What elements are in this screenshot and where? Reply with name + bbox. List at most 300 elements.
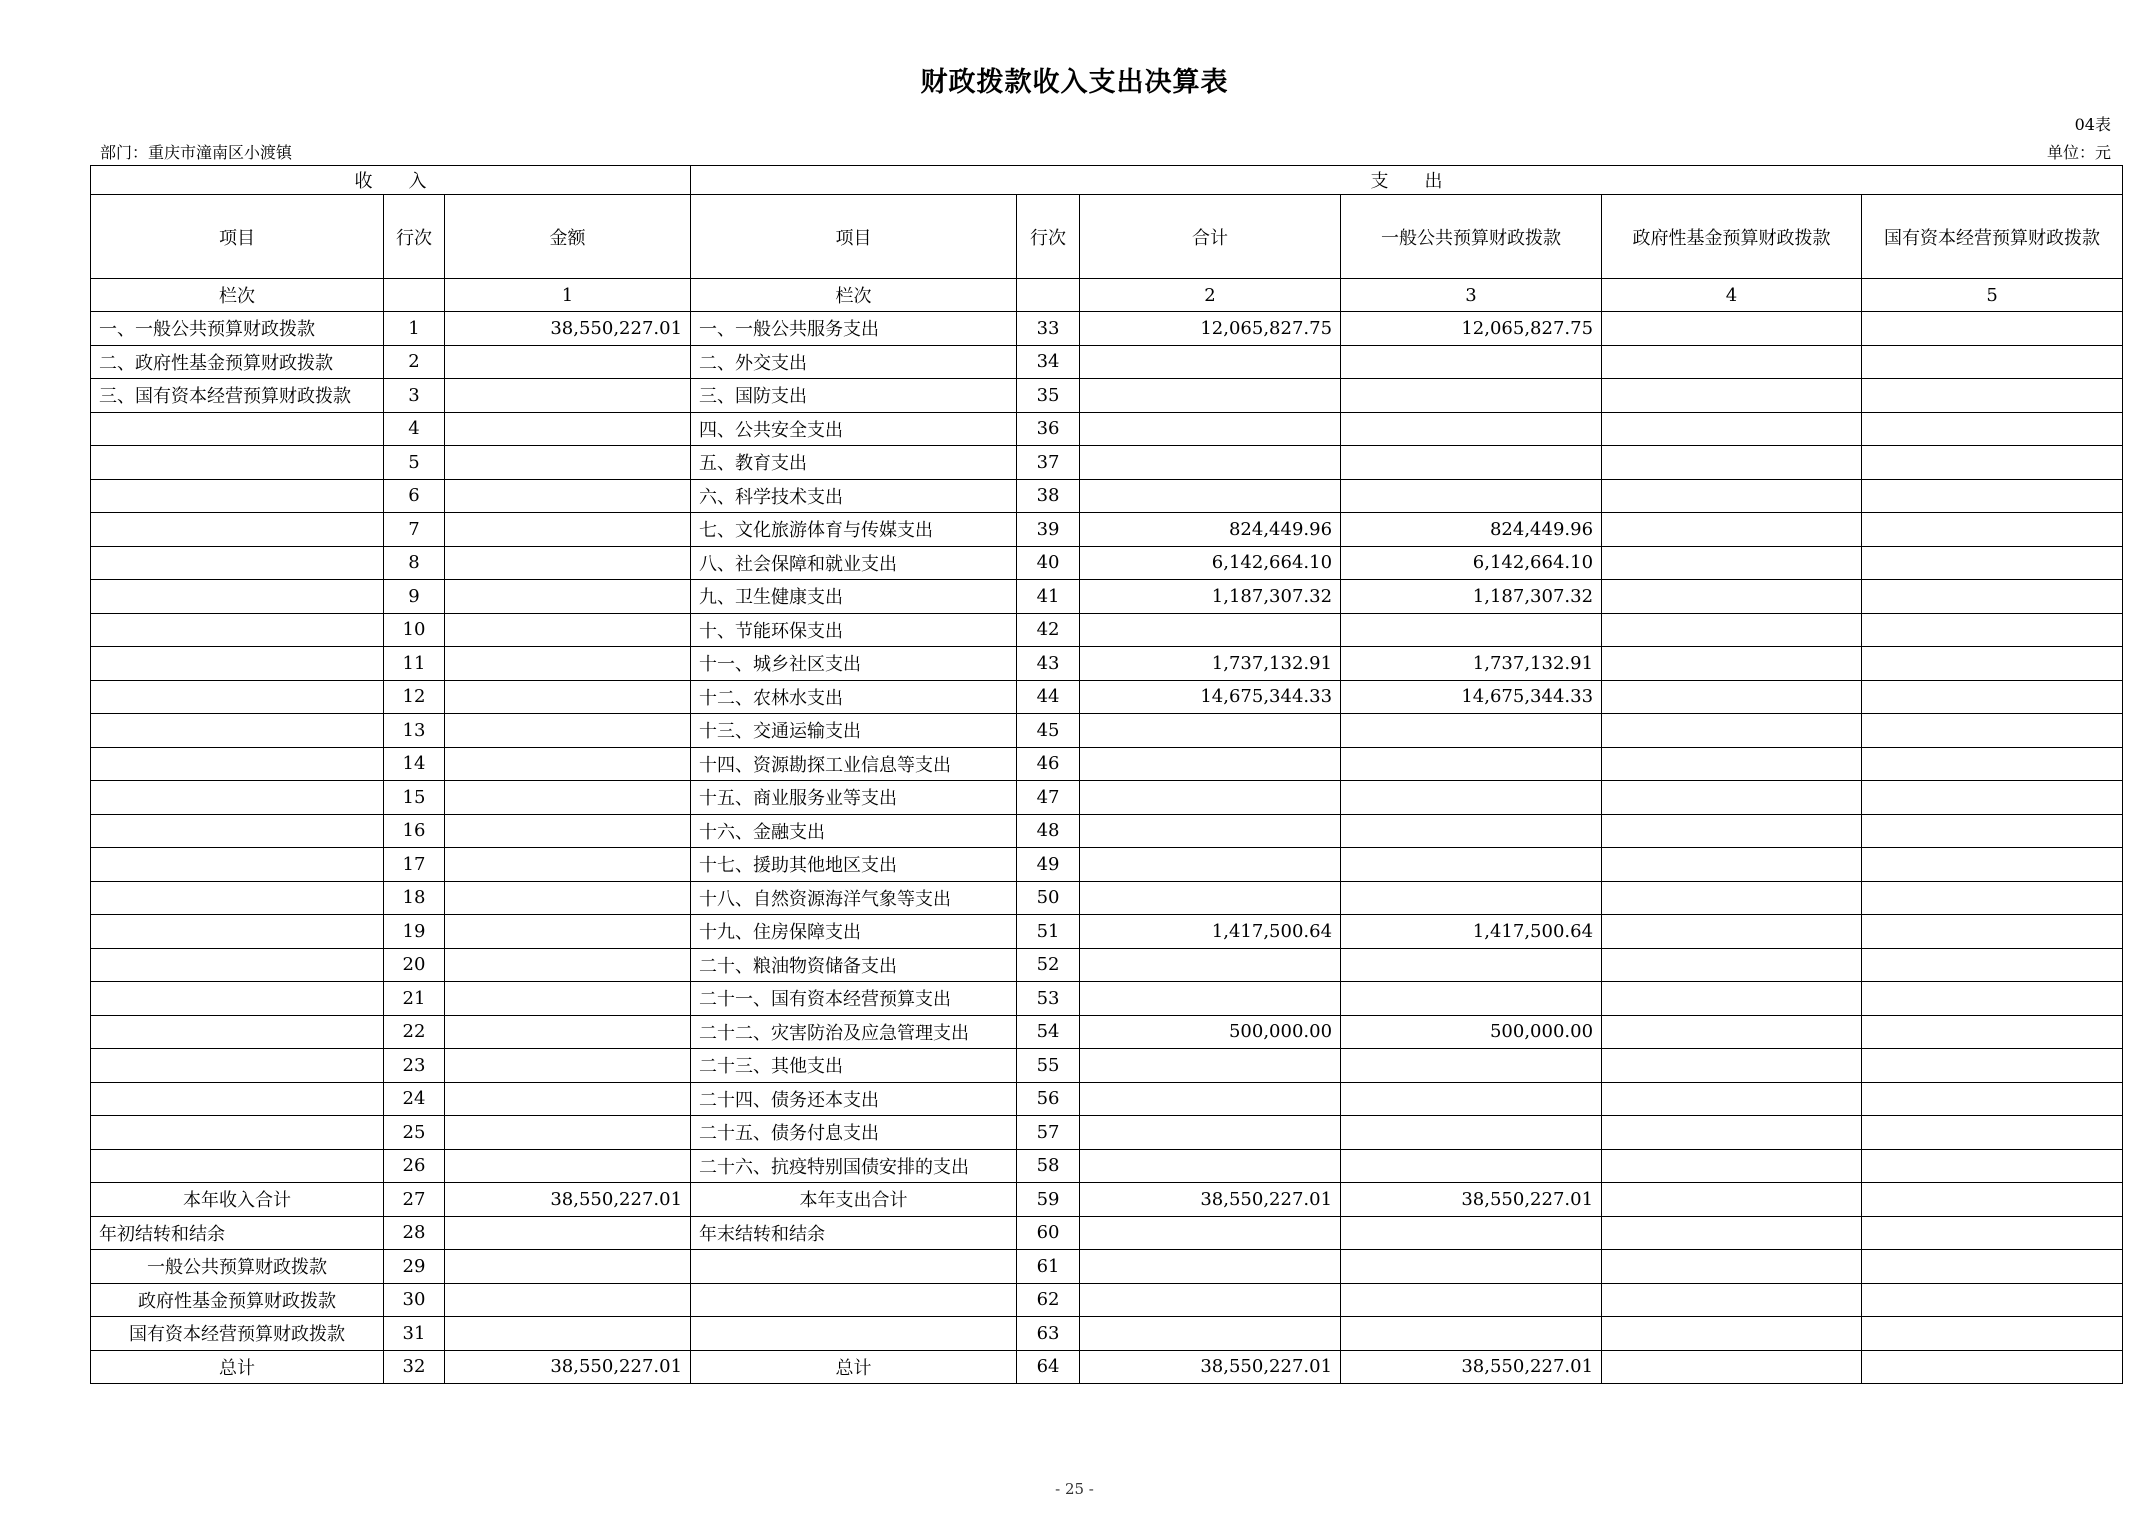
amount-cell	[1080, 1049, 1341, 1083]
table-row	[91, 613, 2123, 647]
amount-cell	[1862, 1283, 2123, 1317]
amount-cell	[1602, 1317, 1862, 1351]
amount-cell	[1602, 1283, 1862, 1317]
expense-item-cell: 二、外交支出	[691, 345, 1017, 379]
amount-cell: 38,550,227.01	[1341, 1350, 1602, 1384]
amount-cell	[1862, 312, 2123, 346]
column-number-row	[91, 279, 2123, 312]
amount-cell	[1341, 1049, 1602, 1083]
row-number-cell: 11	[384, 647, 445, 681]
income-item-cell	[91, 714, 384, 748]
amount-cell	[1080, 613, 1341, 647]
amount-cell	[1080, 345, 1341, 379]
income-item-cell: 一般公共预算财政拨款	[91, 1250, 384, 1284]
table-row	[91, 412, 2123, 446]
table-row	[91, 747, 2123, 781]
amount-cell: 500,000.00	[1080, 1015, 1341, 1049]
table-row	[91, 814, 2123, 848]
expense-item-cell: 二十五、债务付息支出	[691, 1116, 1017, 1150]
amount-cell	[445, 379, 691, 413]
amount-cell	[1602, 948, 1862, 982]
table-row	[91, 915, 2123, 949]
expense-item-cell: 十九、住房保障支出	[691, 915, 1017, 949]
row-number-cell: 60	[1017, 1216, 1080, 1250]
row-number-cell: 3	[384, 379, 445, 413]
amount-cell	[445, 680, 691, 714]
department-label: 部门：重庆市潼南区小渡镇	[100, 143, 293, 162]
column-number-cell: 栏次	[91, 279, 384, 312]
income-item-cell	[91, 479, 384, 513]
amount-cell	[1862, 1250, 2123, 1284]
expense-item-cell: 七、文化旅游体育与传媒支出	[691, 513, 1017, 547]
amount-cell	[1080, 714, 1341, 748]
expense-item-cell: 八、社会保障和就业支出	[691, 546, 1017, 580]
amount-cell	[1862, 546, 2123, 580]
table-row	[91, 1082, 2123, 1116]
row-number-cell: 52	[1017, 948, 1080, 982]
expense-item-cell: 总计	[691, 1350, 1017, 1384]
table-row	[91, 714, 2123, 748]
amount-cell	[1602, 714, 1862, 748]
amount-cell	[1602, 345, 1862, 379]
amount-cell	[445, 781, 691, 815]
amount-cell	[1602, 1015, 1862, 1049]
amount-cell	[445, 1015, 691, 1049]
amount-cell	[1602, 1183, 1862, 1217]
amount-cell	[1341, 948, 1602, 982]
amount-cell	[1602, 1149, 1862, 1183]
amount-cell	[1341, 412, 1602, 446]
row-number-cell: 4	[384, 412, 445, 446]
amount-cell	[1862, 1049, 2123, 1083]
amount-cell	[1341, 814, 1602, 848]
expense-item-cell: 十三、交通运输支出	[691, 714, 1017, 748]
table-row	[91, 580, 2123, 614]
amount-cell	[445, 1283, 691, 1317]
amount-cell	[1080, 1082, 1341, 1116]
expense-item-cell: 五、教育支出	[691, 446, 1017, 480]
col-header-row-no: 行次	[384, 195, 445, 279]
expense-item-cell: 二十三、其他支出	[691, 1049, 1017, 1083]
amount-cell	[445, 1216, 691, 1250]
amount-cell	[1862, 1082, 2123, 1116]
amount-cell: 1,737,132.91	[1080, 647, 1341, 681]
amount-cell	[445, 580, 691, 614]
expense-item-cell: 十六、金融支出	[691, 814, 1017, 848]
row-number-cell: 31	[384, 1317, 445, 1351]
amount-cell	[445, 345, 691, 379]
amount-cell	[1602, 379, 1862, 413]
amount-cell	[1602, 881, 1862, 915]
row-number-cell: 1	[384, 312, 445, 346]
amount-cell	[1080, 412, 1341, 446]
row-number-cell: 55	[1017, 1049, 1080, 1083]
amount-cell: 6,142,664.10	[1080, 546, 1341, 580]
income-section-header: 收 入	[91, 166, 691, 195]
column-number-cell: 1	[445, 279, 691, 312]
income-item-cell	[91, 412, 384, 446]
column-number-cell: 4	[1602, 279, 1862, 312]
row-number-cell: 45	[1017, 714, 1080, 748]
row-number-cell: 35	[1017, 379, 1080, 413]
amount-cell	[1862, 412, 2123, 446]
row-number-cell: 29	[384, 1250, 445, 1284]
table-row	[91, 1250, 2123, 1284]
amount-cell	[445, 647, 691, 681]
row-number-cell: 48	[1017, 814, 1080, 848]
amount-cell	[1602, 680, 1862, 714]
amount-cell	[1341, 1283, 1602, 1317]
table-row	[91, 881, 2123, 915]
table-row	[91, 546, 2123, 580]
income-item-cell	[91, 680, 384, 714]
amount-cell: 14,675,344.33	[1080, 680, 1341, 714]
amount-cell	[1341, 379, 1602, 413]
amount-cell: 500,000.00	[1341, 1015, 1602, 1049]
amount-cell	[445, 1149, 691, 1183]
amount-cell	[1080, 479, 1341, 513]
page-title: 财政拨款收入支出决算表	[920, 67, 1229, 98]
row-number-cell: 63	[1017, 1317, 1080, 1351]
amount-cell	[1602, 982, 1862, 1016]
amount-cell	[1080, 747, 1341, 781]
amount-cell: 6,142,664.10	[1341, 546, 1602, 580]
amount-cell	[1080, 848, 1341, 882]
row-number-cell: 30	[384, 1283, 445, 1317]
amount-cell	[1602, 580, 1862, 614]
column-header-row	[91, 195, 2123, 279]
amount-cell: 14,675,344.33	[1341, 680, 1602, 714]
expense-item-cell	[691, 1250, 1017, 1284]
table-row	[91, 1049, 2123, 1083]
row-number-cell: 18	[384, 881, 445, 915]
expense-item-cell: 本年支出合计	[691, 1183, 1017, 1217]
income-item-cell	[91, 1149, 384, 1183]
row-number-cell: 16	[384, 814, 445, 848]
amount-cell	[1341, 881, 1602, 915]
expense-item-cell: 九、卫生健康支出	[691, 580, 1017, 614]
income-item-cell	[91, 747, 384, 781]
col-header-item2: 项目	[691, 195, 1017, 279]
amount-cell: 12,065,827.75	[1080, 312, 1341, 346]
row-number-cell: 32	[384, 1350, 445, 1384]
expense-item-cell	[691, 1283, 1017, 1317]
table-row	[91, 1216, 2123, 1250]
amount-cell	[1341, 1149, 1602, 1183]
amount-cell	[1862, 479, 2123, 513]
amount-cell	[1862, 747, 2123, 781]
amount-cell: 38,550,227.01	[1341, 1183, 1602, 1217]
amount-cell: 38,550,227.01	[445, 1350, 691, 1384]
row-number-cell: 44	[1017, 680, 1080, 714]
amount-cell	[1862, 1350, 2123, 1384]
row-number-cell: 23	[384, 1049, 445, 1083]
row-number-cell: 58	[1017, 1149, 1080, 1183]
amount-cell	[1602, 747, 1862, 781]
amount-cell	[1862, 1317, 2123, 1351]
income-item-cell: 二、政府性基金预算财政拨款	[91, 345, 384, 379]
amount-cell	[1602, 1216, 1862, 1250]
amount-cell	[1862, 446, 2123, 480]
row-number-cell: 10	[384, 613, 445, 647]
amount-cell	[1862, 848, 2123, 882]
col-header-amount: 金额	[445, 195, 691, 279]
table-row	[91, 1183, 2123, 1217]
col-header-gov-fund: 政府性基金预算财政拨款	[1602, 195, 1862, 279]
row-number-cell: 19	[384, 915, 445, 949]
amount-cell	[1341, 479, 1602, 513]
amount-cell	[1862, 982, 2123, 1016]
table-row	[91, 781, 2123, 815]
expense-item-cell: 二十二、灾害防治及应急管理支出	[691, 1015, 1017, 1049]
amount-cell	[1862, 613, 2123, 647]
amount-cell: 38,550,227.01	[1080, 1350, 1341, 1384]
income-item-cell	[91, 915, 384, 949]
expense-item-cell: 四、公共安全支出	[691, 412, 1017, 446]
amount-cell: 1,417,500.64	[1341, 915, 1602, 949]
row-number-cell: 22	[384, 1015, 445, 1049]
amount-cell	[1602, 915, 1862, 949]
amount-cell	[445, 1250, 691, 1284]
income-item-cell	[91, 814, 384, 848]
amount-cell	[445, 982, 691, 1016]
income-item-cell: 一、一般公共预算财政拨款	[91, 312, 384, 346]
amount-cell	[1602, 312, 1862, 346]
row-number-cell: 15	[384, 781, 445, 815]
income-item-cell: 三、国有资本经营预算财政拨款	[91, 379, 384, 413]
row-number-cell: 24	[384, 1082, 445, 1116]
expense-item-cell: 二十、粮油物资储备支出	[691, 948, 1017, 982]
column-number-cell	[1017, 279, 1080, 312]
amount-cell: 1,737,132.91	[1341, 647, 1602, 681]
row-number-cell: 62	[1017, 1283, 1080, 1317]
expense-item-cell: 十五、商业服务业等支出	[691, 781, 1017, 815]
expense-item-cell: 二十六、抗疫特别国债安排的支出	[691, 1149, 1017, 1183]
amount-cell	[445, 848, 691, 882]
amount-cell	[1602, 1350, 1862, 1384]
expense-item-cell: 十二、农林水支出	[691, 680, 1017, 714]
amount-cell	[1341, 446, 1602, 480]
amount-cell	[1862, 580, 2123, 614]
amount-cell	[445, 446, 691, 480]
row-number-cell: 40	[1017, 546, 1080, 580]
amount-cell	[1080, 781, 1341, 815]
amount-cell	[1862, 647, 2123, 681]
amount-cell: 1,187,307.32	[1341, 580, 1602, 614]
row-number-cell: 41	[1017, 580, 1080, 614]
col-header-item: 项目	[91, 195, 384, 279]
row-number-cell: 43	[1017, 647, 1080, 681]
amount-cell	[1862, 714, 2123, 748]
unit-label: 单位：元	[2046, 143, 2111, 162]
amount-cell	[445, 747, 691, 781]
row-number-cell: 25	[384, 1116, 445, 1150]
income-item-cell: 总计	[91, 1350, 384, 1384]
row-number-cell: 36	[1017, 412, 1080, 446]
row-number-cell: 26	[384, 1149, 445, 1183]
row-number-cell: 20	[384, 948, 445, 982]
amount-cell	[1602, 814, 1862, 848]
amount-cell	[1602, 781, 1862, 815]
amount-cell: 824,449.96	[1080, 513, 1341, 547]
form-number: 04表	[2074, 115, 2111, 134]
amount-cell	[1080, 1149, 1341, 1183]
amount-cell	[1602, 513, 1862, 547]
amount-cell	[445, 948, 691, 982]
amount-cell	[1080, 948, 1341, 982]
amount-cell: 1,187,307.32	[1080, 580, 1341, 614]
amount-cell	[1602, 1116, 1862, 1150]
amount-cell: 38,550,227.01	[1080, 1183, 1341, 1217]
col-header-total: 合计	[1080, 195, 1341, 279]
amount-cell	[1862, 781, 2123, 815]
row-number-cell: 28	[384, 1216, 445, 1250]
table-row	[91, 680, 2123, 714]
amount-cell	[1862, 1183, 2123, 1217]
amount-cell	[1341, 345, 1602, 379]
row-number-cell: 27	[384, 1183, 445, 1217]
income-item-cell	[91, 446, 384, 480]
income-item-cell	[91, 982, 384, 1016]
row-number-cell: 33	[1017, 312, 1080, 346]
table-row	[91, 446, 2123, 480]
row-number-cell: 51	[1017, 915, 1080, 949]
income-item-cell	[91, 1082, 384, 1116]
amount-cell	[1341, 848, 1602, 882]
income-item-cell	[91, 781, 384, 815]
amount-cell	[1341, 1216, 1602, 1250]
amount-cell	[1341, 1116, 1602, 1150]
amount-cell	[1080, 881, 1341, 915]
amount-cell	[1862, 379, 2123, 413]
table-row	[91, 1350, 2123, 1384]
row-number-cell: 9	[384, 580, 445, 614]
amount-cell	[445, 412, 691, 446]
amount-cell	[1080, 1250, 1341, 1284]
expense-item-cell	[691, 1317, 1017, 1351]
income-item-cell: 国有资本经营预算财政拨款	[91, 1317, 384, 1351]
amount-cell	[1862, 1216, 2123, 1250]
expense-item-cell: 二十一、国有资本经营预算支出	[691, 982, 1017, 1016]
income-item-cell	[91, 1015, 384, 1049]
row-number-cell: 61	[1017, 1250, 1080, 1284]
section-header-row	[91, 166, 2123, 195]
expense-item-cell: 十四、资源勘探工业信息等支出	[691, 747, 1017, 781]
row-number-cell: 17	[384, 848, 445, 882]
row-number-cell: 56	[1017, 1082, 1080, 1116]
amount-cell	[445, 915, 691, 949]
amount-cell	[1602, 479, 1862, 513]
table-row	[91, 1149, 2123, 1183]
table-row	[91, 647, 2123, 681]
row-number-cell: 59	[1017, 1183, 1080, 1217]
amount-cell	[1341, 781, 1602, 815]
income-item-cell	[91, 613, 384, 647]
income-item-cell	[91, 848, 384, 882]
expense-item-cell: 六、科学技术支出	[691, 479, 1017, 513]
income-item-cell	[91, 546, 384, 580]
column-number-cell: 3	[1341, 279, 1602, 312]
row-number-cell: 50	[1017, 881, 1080, 915]
amount-cell	[1080, 1283, 1341, 1317]
amount-cell	[1080, 379, 1341, 413]
row-number-cell: 64	[1017, 1350, 1080, 1384]
row-number-cell: 12	[384, 680, 445, 714]
row-number-cell: 37	[1017, 446, 1080, 480]
amount-cell	[1602, 1082, 1862, 1116]
table-row	[91, 1283, 2123, 1317]
row-number-cell: 14	[384, 747, 445, 781]
appropriation-table	[90, 165, 2123, 1384]
amount-cell: 824,449.96	[1341, 513, 1602, 547]
amount-cell	[1602, 446, 1862, 480]
amount-cell	[445, 1082, 691, 1116]
amount-cell: 38,550,227.01	[445, 312, 691, 346]
table-row	[91, 1015, 2123, 1049]
expense-item-cell: 十、节能环保支出	[691, 613, 1017, 647]
income-item-cell	[91, 881, 384, 915]
row-number-cell: 57	[1017, 1116, 1080, 1150]
amount-cell	[445, 479, 691, 513]
amount-cell	[1862, 1015, 2123, 1049]
expense-item-cell: 一、一般公共服务支出	[691, 312, 1017, 346]
amount-cell	[1862, 814, 2123, 848]
row-number-cell: 42	[1017, 613, 1080, 647]
expense-item-cell: 十一、城乡社区支出	[691, 647, 1017, 681]
amount-cell	[1862, 915, 2123, 949]
row-number-cell: 5	[384, 446, 445, 480]
table-row	[91, 1317, 2123, 1351]
amount-cell	[1602, 412, 1862, 446]
income-item-cell	[91, 647, 384, 681]
amount-cell	[1862, 1116, 2123, 1150]
table-row	[91, 312, 2123, 346]
amount-cell	[445, 881, 691, 915]
column-number-cell: 5	[1862, 279, 2123, 312]
table-row	[91, 982, 2123, 1016]
amount-cell: 1,417,500.64	[1080, 915, 1341, 949]
row-number-cell: 53	[1017, 982, 1080, 1016]
amount-cell: 38,550,227.01	[445, 1183, 691, 1217]
income-item-cell	[91, 580, 384, 614]
amount-cell	[445, 613, 691, 647]
amount-cell	[1080, 446, 1341, 480]
amount-cell	[1341, 714, 1602, 748]
amount-cell	[1862, 680, 2123, 714]
column-number-cell: 栏次	[691, 279, 1017, 312]
income-item-cell	[91, 1116, 384, 1150]
income-item-cell: 政府性基金预算财政拨款	[91, 1283, 384, 1317]
income-item-cell: 本年收入合计	[91, 1183, 384, 1217]
amount-cell	[1862, 948, 2123, 982]
amount-cell	[445, 546, 691, 580]
row-number-cell: 54	[1017, 1015, 1080, 1049]
amount-cell	[445, 1049, 691, 1083]
amount-cell	[445, 814, 691, 848]
row-number-cell: 39	[1017, 513, 1080, 547]
table-row	[91, 379, 2123, 413]
amount-cell	[1341, 747, 1602, 781]
amount-cell	[1341, 613, 1602, 647]
row-number-cell: 47	[1017, 781, 1080, 815]
amount-cell: 12,065,827.75	[1341, 312, 1602, 346]
amount-cell	[1341, 982, 1602, 1016]
expense-item-cell: 年末结转和结余	[691, 1216, 1017, 1250]
income-item-cell	[91, 513, 384, 547]
col-header-row-no2: 行次	[1017, 195, 1080, 279]
table-row	[91, 513, 2123, 547]
amount-cell	[1862, 1149, 2123, 1183]
